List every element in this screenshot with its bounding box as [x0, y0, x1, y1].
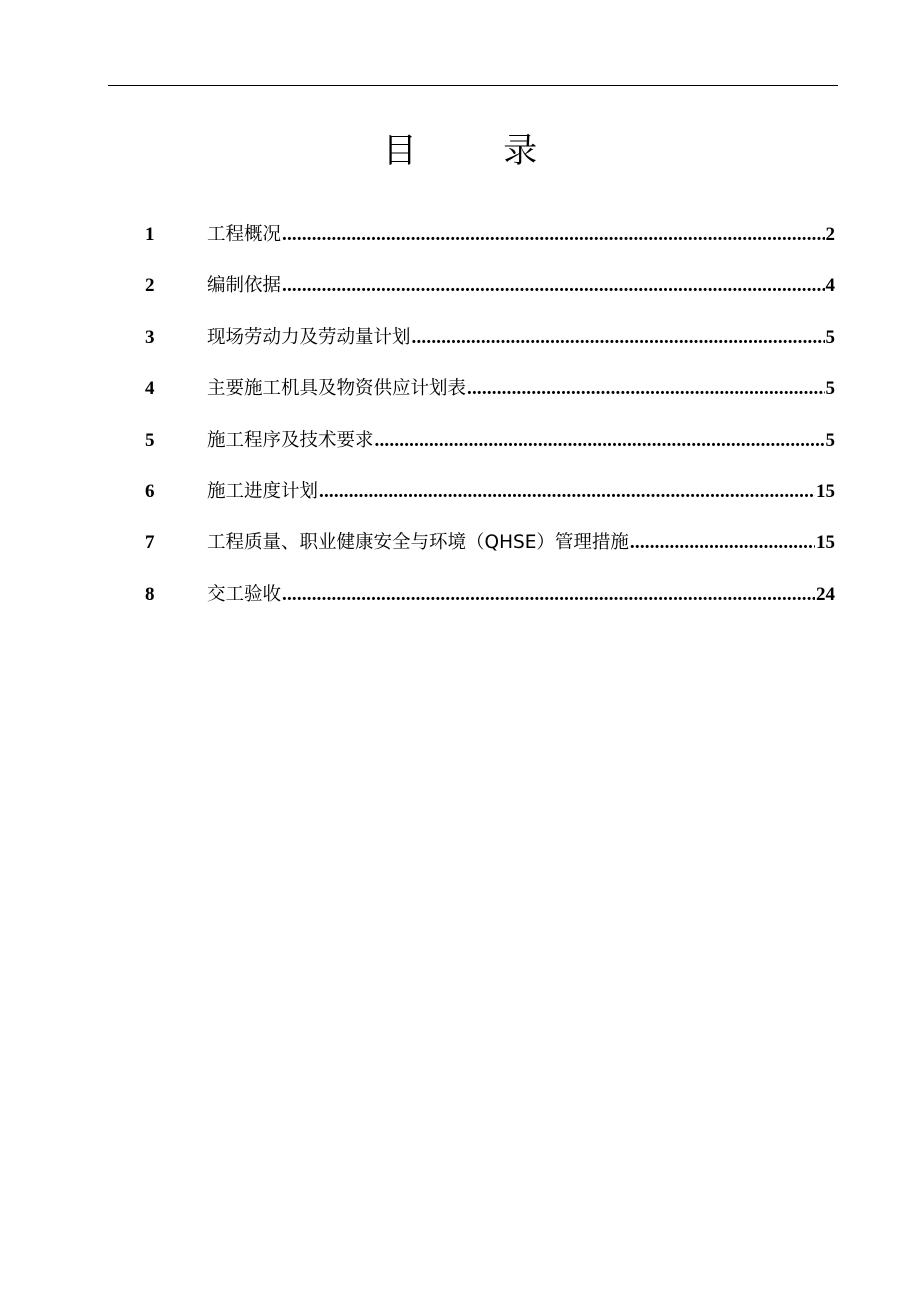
toc-entry-title: 交工验收 — [207, 583, 282, 605]
toc-entry-7[interactable] — [145, 528, 835, 579]
toc-entry-8[interactable] — [145, 580, 835, 631]
toc-list — [145, 220, 835, 631]
toc-entry-5[interactable] — [145, 426, 835, 477]
toc-entry-3[interactable] — [145, 323, 835, 374]
toc-dot-leader — [282, 271, 824, 301]
toc-entry-title: 施工程序及技术要求 — [207, 429, 374, 451]
toc-entry-page: 5 — [825, 326, 835, 348]
toc-entry-number: 8 — [145, 583, 155, 605]
toc-entry-number: 2 — [145, 275, 155, 297]
toc-entry-page: 24 — [816, 583, 835, 605]
toc-entry-title: 主要施工机具及物资供应计划表 — [207, 378, 467, 400]
toc-entry-number: 3 — [145, 326, 155, 348]
toc-entry-page: 5 — [825, 429, 835, 451]
toc-entry-page: 5 — [825, 378, 835, 400]
header-rule — [108, 85, 838, 86]
toc-dot-leader — [282, 220, 824, 250]
toc-entry-number: 5 — [145, 429, 155, 451]
toc-entry-title: 编制依据 — [207, 275, 282, 297]
toc-entry-page: 2 — [825, 224, 835, 245]
toc-entry-page: 15 — [816, 480, 835, 502]
toc-dot-leader — [412, 323, 825, 353]
toc-entry-2[interactable] — [145, 271, 835, 322]
toc-entry-1[interactable] — [145, 220, 835, 271]
toc-dot-leader — [282, 580, 815, 610]
toc-title: 目 录 — [382, 131, 538, 171]
toc-dot-leader — [319, 477, 815, 507]
toc-entry-number: 4 — [145, 378, 155, 400]
toc-entry-title: 工程概况 — [207, 224, 282, 245]
toc-dot-leader — [375, 426, 825, 456]
toc-entry-number: 1 — [145, 224, 155, 245]
toc-entry-page: 15 — [816, 532, 835, 554]
toc-entry-page: 4 — [825, 275, 835, 297]
toc-entry-4[interactable] — [145, 374, 835, 425]
toc-entry-number: 7 — [145, 532, 155, 554]
toc-entry-title: 工程质量、职业健康安全与环境（QHSE）管理措施 — [207, 532, 629, 554]
toc-entry-title: 施工进度计划 — [207, 480, 319, 502]
toc-entry-6[interactable] — [145, 477, 835, 528]
toc-dot-leader — [467, 374, 824, 404]
toc-dot-leader — [630, 528, 815, 558]
toc-entry-title: 现场劳动力及劳动量计划 — [207, 326, 411, 348]
toc-entry-number: 6 — [145, 480, 155, 502]
